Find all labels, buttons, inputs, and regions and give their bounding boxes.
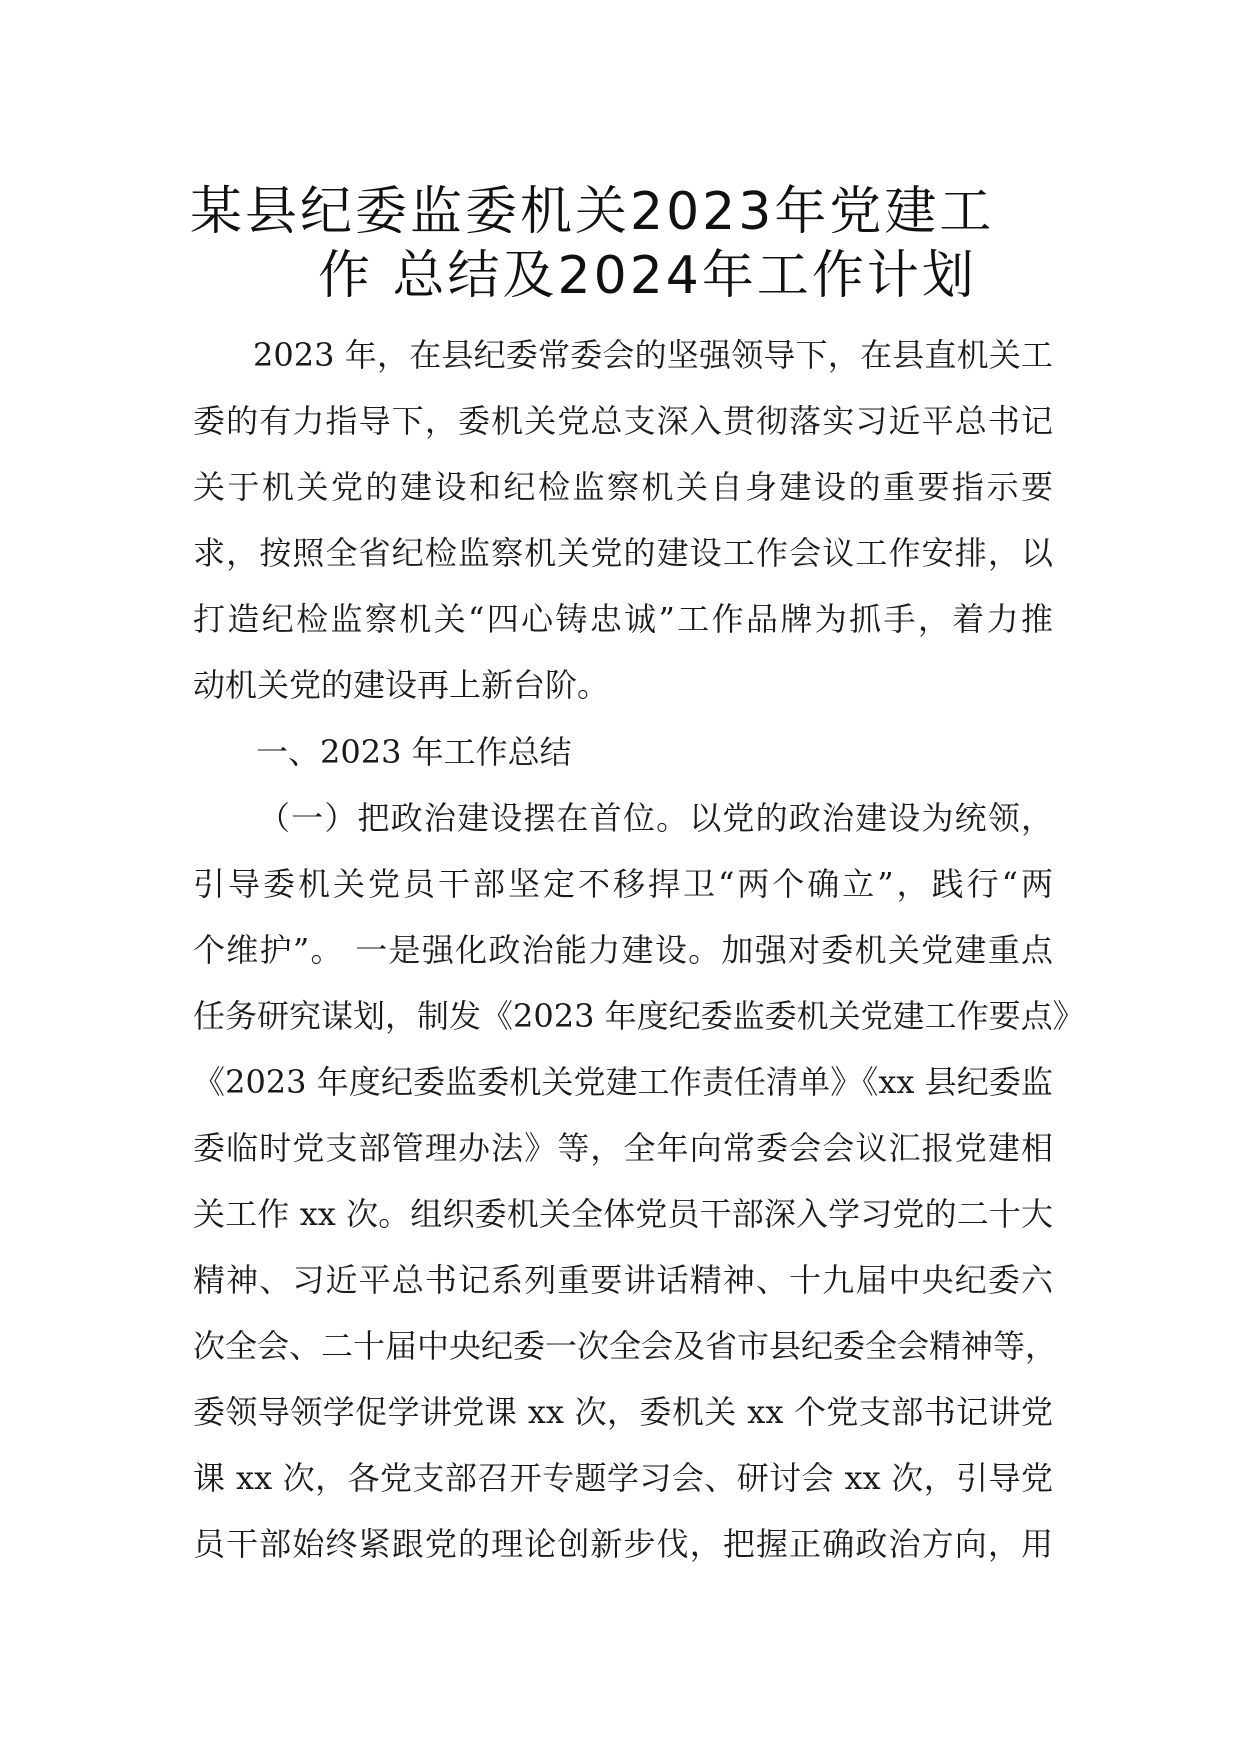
intro-line: 2023 年，在县纪委常委会的坚强领导下，在县直机关工 bbox=[253, 336, 1053, 374]
section-heading: 一、2023 年工作总结 bbox=[256, 733, 572, 771]
intro-line: 委的有力指导下，委机关党总支深入贯彻落实习近平总书记 bbox=[193, 402, 1053, 440]
intro-line: 动机关党的建设再上新台阶。 bbox=[193, 666, 610, 704]
body-line: 关工作 xx 次。组织委机关全体党员干部深入学习党的二十大 bbox=[193, 1195, 1053, 1233]
intro-line: 打造纪检监察机关“四心铸忠诚”工作品牌为抓手，着力推 bbox=[193, 600, 1053, 638]
body-line: 委临时党支部管理办法》等，全年向常委会会议汇报党建相 bbox=[193, 1129, 1053, 1167]
document-title-line-1: 某县纪委监委机关2023年党建工 bbox=[190, 182, 995, 242]
body-line: 任务研究谋划，制发《2023 年度纪委监委机关党建工作要点》 bbox=[193, 997, 1085, 1035]
body-line: 课 xx 次，各党支部召开专题学习会、研讨会 xx 次，引导党 bbox=[193, 1459, 1053, 1497]
body-line: （一）把政治建设摆在首位。以党的政治建设为统领， bbox=[258, 799, 1053, 837]
intro-line: 关于机关党的建设和纪检监察机关自身建设的重要指示要 bbox=[193, 468, 1053, 506]
body-line: 次全会、二十届中央纪委一次全会及省市县纪委全会精神等， bbox=[193, 1327, 1058, 1365]
body-line: 个维护”。 一是强化政治能力建设。加强对委机关党建重点 bbox=[193, 931, 1053, 969]
body-line: 精神、习近平总书记系列重要讲话精神、十九届中央纪委六 bbox=[193, 1261, 1053, 1299]
body-line: 引导委机关党员干部坚定不移捍卫“两个确立”，践行“两 bbox=[193, 865, 1053, 903]
body-line: 委领导领学促学讲党课 xx 次，委机关 xx 个党支部书记讲党 bbox=[193, 1393, 1053, 1431]
body-line: 员干部始终紧跟党的理论创新步伐，把握正确政治方向，用 bbox=[193, 1525, 1053, 1563]
document-title-line-2: 作 总结及2024年工作计划 bbox=[318, 246, 977, 306]
body-line: 《2023 年度纪委监委机关党建工作责任清单》《xx 县纪委监 bbox=[193, 1063, 1053, 1101]
intro-line: 求，按照全省纪检监察机关党的建设工作会议工作安排，以 bbox=[193, 534, 1053, 572]
